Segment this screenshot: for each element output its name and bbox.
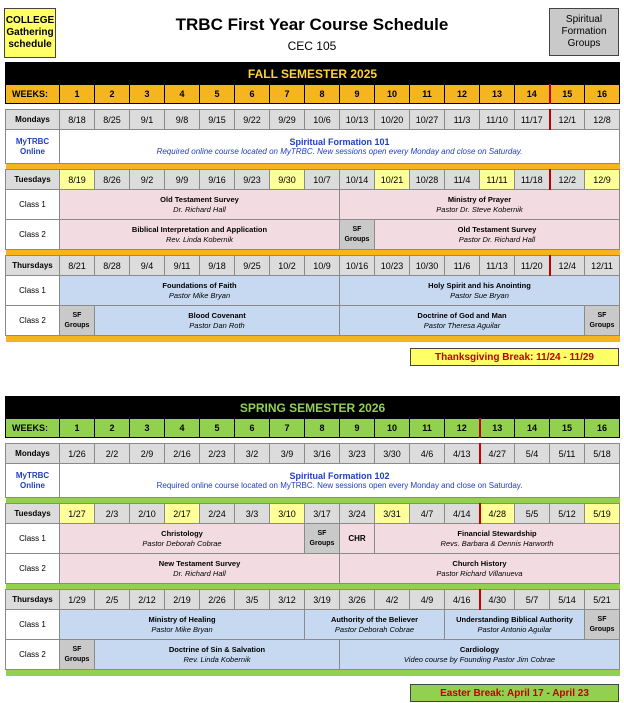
- date-cell: 8/18: [60, 110, 95, 130]
- online-course-title: Spiritual Formation 101: [289, 136, 390, 147]
- date-cell: 2/10: [130, 504, 165, 524]
- spring-thu-class1-row: [6, 610, 620, 640]
- date-cell: 2/9: [130, 444, 165, 464]
- class1-label: Class 1: [6, 610, 60, 640]
- fall-tue-class1-row: [6, 190, 620, 220]
- date-cell: 10/28: [410, 170, 445, 190]
- fall-weeks-row: [6, 85, 620, 104]
- date-cell: 10/16: [340, 256, 375, 276]
- thursdays-label: Thursdays: [6, 256, 60, 276]
- week-number: 3: [130, 85, 165, 104]
- thursdays-label: Thursdays: [6, 590, 60, 610]
- week-number: 2: [95, 419, 130, 438]
- course-block: [375, 524, 620, 554]
- week-number: 7: [270, 419, 305, 438]
- fall-thu-class1-row: [6, 276, 620, 306]
- fall-online-row: [6, 130, 620, 164]
- date-cell: 9/11: [165, 256, 200, 276]
- date-cell: 8/19: [60, 170, 95, 190]
- course-name: Holy Spirit and his Anointing: [428, 280, 531, 290]
- course-name: Old Testament Survey: [160, 194, 239, 204]
- date-cell: 2/26: [200, 590, 235, 610]
- section-divider: [6, 670, 620, 676]
- course-block: [95, 640, 340, 670]
- date-cell: 10/7: [305, 170, 340, 190]
- date-cell: 11/13: [480, 256, 515, 276]
- sf-groups-cell: SF Groups: [585, 306, 620, 336]
- date-cell: 12/2: [550, 170, 585, 190]
- week-number: 6: [235, 419, 270, 438]
- spring-semester-banner: SPRING SEMESTER 2026: [6, 397, 620, 419]
- date-cell: 5/12: [550, 504, 585, 524]
- course-name: Biblical Interpretation and Application: [131, 224, 268, 234]
- date-cell: 8/28: [95, 256, 130, 276]
- date-cell: 4/14: [445, 504, 480, 524]
- fall-thu-class2-row: [6, 306, 620, 336]
- week-number: 9: [340, 419, 375, 438]
- week-number: 10: [375, 85, 410, 104]
- date-cell: 3/9: [270, 444, 305, 464]
- date-cell: 9/22: [235, 110, 270, 130]
- spring-thu-class2-row: [6, 640, 620, 670]
- sf-groups-cell: SF Groups: [60, 640, 95, 670]
- tuesdays-label: Tuesdays: [6, 504, 60, 524]
- course-instructor: Rev. Linda Kobernik: [166, 234, 233, 244]
- week-number: 13: [480, 419, 515, 438]
- course-block: [305, 610, 445, 640]
- course-name: Ministry of Prayer: [447, 194, 512, 204]
- date-cell: 12/4: [550, 256, 585, 276]
- class2-label: Class 2: [6, 640, 60, 670]
- spring-weeks-row: [6, 419, 620, 438]
- week-number: 11: [410, 85, 445, 104]
- course-block: [340, 306, 585, 336]
- date-cell: 3/30: [375, 444, 410, 464]
- course-instructor: Rev. Linda Kobernik: [183, 654, 251, 664]
- week-number: 6: [235, 85, 270, 104]
- week-number: 10: [375, 419, 410, 438]
- date-cell: 4/6: [410, 444, 445, 464]
- course-instructor: Video course by Founding Pastor Jim Cobrae: [403, 654, 556, 664]
- date-cell: 2/24: [200, 504, 235, 524]
- course-block: [340, 190, 620, 220]
- date-cell: 3/26: [340, 590, 375, 610]
- date-cell: 5/7: [515, 590, 550, 610]
- date-cell: 5/4: [515, 444, 550, 464]
- week-number: 16: [585, 419, 620, 438]
- date-cell: 3/23: [340, 444, 375, 464]
- week-number: 12: [445, 419, 480, 438]
- date-cell: 9/16: [200, 170, 235, 190]
- date-cell: 4/30: [480, 590, 515, 610]
- date-cell: 10/6: [305, 110, 340, 130]
- date-cell: 11/18: [515, 170, 550, 190]
- online-course-cell: [60, 130, 620, 164]
- online-course-desc: Required online course located on MyTRBC. New sessions open every Monday and close on Saturday.: [156, 480, 523, 490]
- course-instructor: Pastor Richard Villanueva: [436, 568, 523, 578]
- college-gathering-label: COLLEGE Gathering schedule: [5, 15, 55, 50]
- date-cell: 8/21: [60, 256, 95, 276]
- date-cell: 3/16: [305, 444, 340, 464]
- date-cell: 8/25: [95, 110, 130, 130]
- date-cell: 5/5: [515, 504, 550, 524]
- week-number: 9: [340, 85, 375, 104]
- course-block: [60, 524, 305, 554]
- date-cell: 4/27: [480, 444, 515, 464]
- course-instructor: Pastor Dan Roth: [189, 320, 245, 330]
- date-cell: 9/1: [130, 110, 165, 130]
- sf-groups-label: Spiritual Formation Groups: [561, 14, 607, 49]
- date-cell: 10/14: [340, 170, 375, 190]
- course-instructor: Revs. Barbara & Dennis Harworth: [440, 538, 554, 548]
- fall-tue-class2-row: [6, 220, 620, 250]
- course-block: [60, 220, 340, 250]
- mondays-label: Mondays: [6, 110, 60, 130]
- online-course-cell: [60, 464, 620, 498]
- spring-tuesdays-row: [6, 504, 620, 524]
- online-label: MyTRBC Online: [6, 464, 60, 498]
- fall-mondays-row: [6, 110, 620, 130]
- course-instructor: Pastor Dr. Richard Hall: [458, 234, 536, 244]
- week-number: 11: [410, 419, 445, 438]
- course-instructor: Pastor Theresa Aguilar: [423, 320, 501, 330]
- date-cell: 1/27: [60, 504, 95, 524]
- online-label: MyTRBC Online: [6, 130, 60, 164]
- course-name: Church History: [452, 558, 507, 568]
- date-cell: 4/13: [445, 444, 480, 464]
- course-instructor: Pastor Deborah Cobrae: [334, 624, 415, 634]
- easter-break-banner: Easter Break: April 17 - April 23: [410, 684, 619, 702]
- course-block: [60, 610, 305, 640]
- fall-semester-banner: FALL SEMESTER 2025: [6, 63, 620, 85]
- weeks-label: WEEKS:: [6, 85, 60, 104]
- course-name: Doctrine of Sin & Salvation: [168, 644, 266, 654]
- course-instructor: Pastor Sue Bryan: [450, 290, 509, 300]
- course-name: Blood Covenant: [188, 310, 246, 320]
- online-course-title: Spiritual Formation 102: [289, 470, 390, 481]
- fall-schedule-table: [5, 62, 620, 342]
- date-cell: 12/1: [550, 110, 585, 130]
- course-name: Cardiology: [459, 644, 500, 654]
- fall-thursdays-row: [6, 256, 620, 276]
- course-name: Christology: [161, 528, 203, 538]
- date-cell: 1/26: [60, 444, 95, 464]
- date-cell: 9/4: [130, 256, 165, 276]
- date-cell: 3/12: [270, 590, 305, 610]
- date-cell: 12/8: [585, 110, 620, 130]
- date-cell: 10/30: [410, 256, 445, 276]
- date-cell: 8/26: [95, 170, 130, 190]
- week-number: 1: [60, 85, 95, 104]
- course-instructor: Pastor Deborah Cobrae: [142, 538, 222, 548]
- course-name: Foundations of Faith: [162, 280, 237, 290]
- tuesdays-label: Tuesdays: [6, 170, 60, 190]
- week-number: 13: [480, 85, 515, 104]
- page-subtitle: CEC 105: [287, 39, 337, 53]
- course-instructor: Pastor Mike Bryan: [168, 290, 231, 300]
- week-number: 5: [200, 419, 235, 438]
- date-cell: 5/11: [550, 444, 585, 464]
- class1-label: Class 1: [6, 524, 60, 554]
- date-cell: 9/18: [200, 256, 235, 276]
- fall-tuesdays-row: [6, 170, 620, 190]
- spring-tue-class1-row: [6, 524, 620, 554]
- course-instructor: Pastor Dr. Steve Kobernik: [436, 204, 523, 214]
- page-title: TRBC First Year Course Schedule: [175, 15, 449, 34]
- class1-label: Class 1: [6, 190, 60, 220]
- date-cell: 10/21: [375, 170, 410, 190]
- date-cell: 10/9: [305, 256, 340, 276]
- date-cell: 5/14: [550, 590, 585, 610]
- date-cell: 9/25: [235, 256, 270, 276]
- course-block: [445, 610, 585, 640]
- week-number: 15: [550, 419, 585, 438]
- mondays-label: Mondays: [6, 444, 60, 464]
- spring-tue-class2-row: [6, 554, 620, 584]
- date-cell: 4/16: [445, 590, 480, 610]
- week-number: 8: [305, 419, 340, 438]
- course-block: [95, 306, 340, 336]
- date-cell: 2/16: [165, 444, 200, 464]
- date-cell: 11/20: [515, 256, 550, 276]
- date-cell: 3/19: [305, 590, 340, 610]
- course-name: Old Testament Survey: [457, 224, 537, 234]
- date-cell: 9/2: [130, 170, 165, 190]
- week-number: 4: [165, 419, 200, 438]
- course-block: [60, 554, 340, 584]
- date-cell: 3/10: [270, 504, 305, 524]
- spring-mondays-row: [6, 444, 620, 464]
- course-block: [60, 276, 340, 306]
- date-cell: 4/7: [410, 504, 445, 524]
- date-cell: 11/10: [480, 110, 515, 130]
- date-cell: 2/23: [200, 444, 235, 464]
- course-name: Doctrine of God and Man: [417, 310, 507, 320]
- week-number: 14: [515, 85, 550, 104]
- date-cell: 10/27: [410, 110, 445, 130]
- date-cell: 10/23: [375, 256, 410, 276]
- week-number: 12: [445, 85, 480, 104]
- date-cell: 9/9: [165, 170, 200, 190]
- date-cell: 1/29: [60, 590, 95, 610]
- sf-groups-box: [549, 8, 619, 56]
- course-name: Financial Stewardship: [457, 528, 537, 538]
- date-cell: 11/6: [445, 256, 480, 276]
- class2-label: Class 2: [6, 306, 60, 336]
- week-number: 4: [165, 85, 200, 104]
- date-cell: 11/3: [445, 110, 480, 130]
- date-cell: 5/19: [585, 504, 620, 524]
- date-cell: 10/2: [270, 256, 305, 276]
- week-number: 5: [200, 85, 235, 104]
- week-number: 2: [95, 85, 130, 104]
- spring-online-row: [6, 464, 620, 498]
- course-name: New Testament Survey: [158, 558, 241, 568]
- date-cell: 9/15: [200, 110, 235, 130]
- date-cell: 12/11: [585, 256, 620, 276]
- course-name: Authority of the Believer: [330, 614, 419, 624]
- sf-groups-cell: SF Groups: [340, 220, 375, 250]
- date-cell: 2/19: [165, 590, 200, 610]
- course-instructor: Pastor Antonio Aguilar: [477, 624, 552, 634]
- date-cell: 11/11: [480, 170, 515, 190]
- course-block: [340, 276, 620, 306]
- date-cell: 9/23: [235, 170, 270, 190]
- course-instructor: Dr. Richard Hall: [173, 568, 226, 578]
- section-divider: [6, 336, 620, 342]
- date-cell: 3/3: [235, 504, 270, 524]
- class2-label: Class 2: [6, 220, 60, 250]
- date-cell: 11/17: [515, 110, 550, 130]
- date-cell: 4/9: [410, 590, 445, 610]
- date-cell: 3/24: [340, 504, 375, 524]
- course-block: [340, 554, 620, 584]
- date-cell: 11/4: [445, 170, 480, 190]
- chr-cell: CHR: [340, 524, 375, 554]
- sf-groups-cell: SF Groups: [585, 610, 620, 640]
- date-cell: 10/20: [375, 110, 410, 130]
- class2-label: Class 2: [6, 554, 60, 584]
- date-cell: 5/18: [585, 444, 620, 464]
- course-block: [340, 640, 620, 670]
- course-block: [60, 190, 340, 220]
- date-cell: 3/2: [235, 444, 270, 464]
- week-number: 15: [550, 85, 585, 104]
- date-cell: 2/2: [95, 444, 130, 464]
- date-cell: 4/28: [480, 504, 515, 524]
- course-block: [375, 220, 620, 250]
- date-cell: 3/5: [235, 590, 270, 610]
- week-number: 16: [585, 85, 620, 104]
- date-cell: 5/21: [585, 590, 620, 610]
- week-number: 14: [515, 419, 550, 438]
- week-number: 7: [270, 85, 305, 104]
- sf-groups-cell: SF Groups: [305, 524, 340, 554]
- class1-label: Class 1: [6, 276, 60, 306]
- week-number: 8: [305, 85, 340, 104]
- college-gathering-box: [4, 8, 56, 58]
- spring-thursdays-row: [6, 590, 620, 610]
- spring-schedule-table: [5, 396, 620, 676]
- date-cell: 2/17: [165, 504, 200, 524]
- week-number: 3: [130, 419, 165, 438]
- date-cell: 3/31: [375, 504, 410, 524]
- sf-groups-cell: SF Groups: [60, 306, 95, 336]
- date-cell: 2/5: [95, 590, 130, 610]
- date-cell: 12/9: [585, 170, 620, 190]
- date-cell: 2/12: [130, 590, 165, 610]
- course-instructor: Dr. Richard Hall: [173, 204, 226, 214]
- date-cell: 10/13: [340, 110, 375, 130]
- online-course-desc: Required online course located on MyTRBC. New sessions open every Monday and close on Saturday.: [156, 146, 523, 156]
- course-name: Ministry of Healing: [148, 614, 216, 624]
- date-cell: 9/8: [165, 110, 200, 130]
- date-cell: 3/17: [305, 504, 340, 524]
- date-cell: 4/2: [375, 590, 410, 610]
- thanksgiving-break-banner: Thanksgiving Break: 11/24 - 11/29: [410, 348, 619, 366]
- date-cell: 2/3: [95, 504, 130, 524]
- weeks-label: WEEKS:: [6, 419, 60, 438]
- date-cell: 9/30: [270, 170, 305, 190]
- course-name: Understanding Biblical Authority: [456, 614, 573, 624]
- date-cell: 9/29: [270, 110, 305, 130]
- course-instructor: Pastor Mike Bryan: [151, 624, 213, 634]
- week-number: 1: [60, 419, 95, 438]
